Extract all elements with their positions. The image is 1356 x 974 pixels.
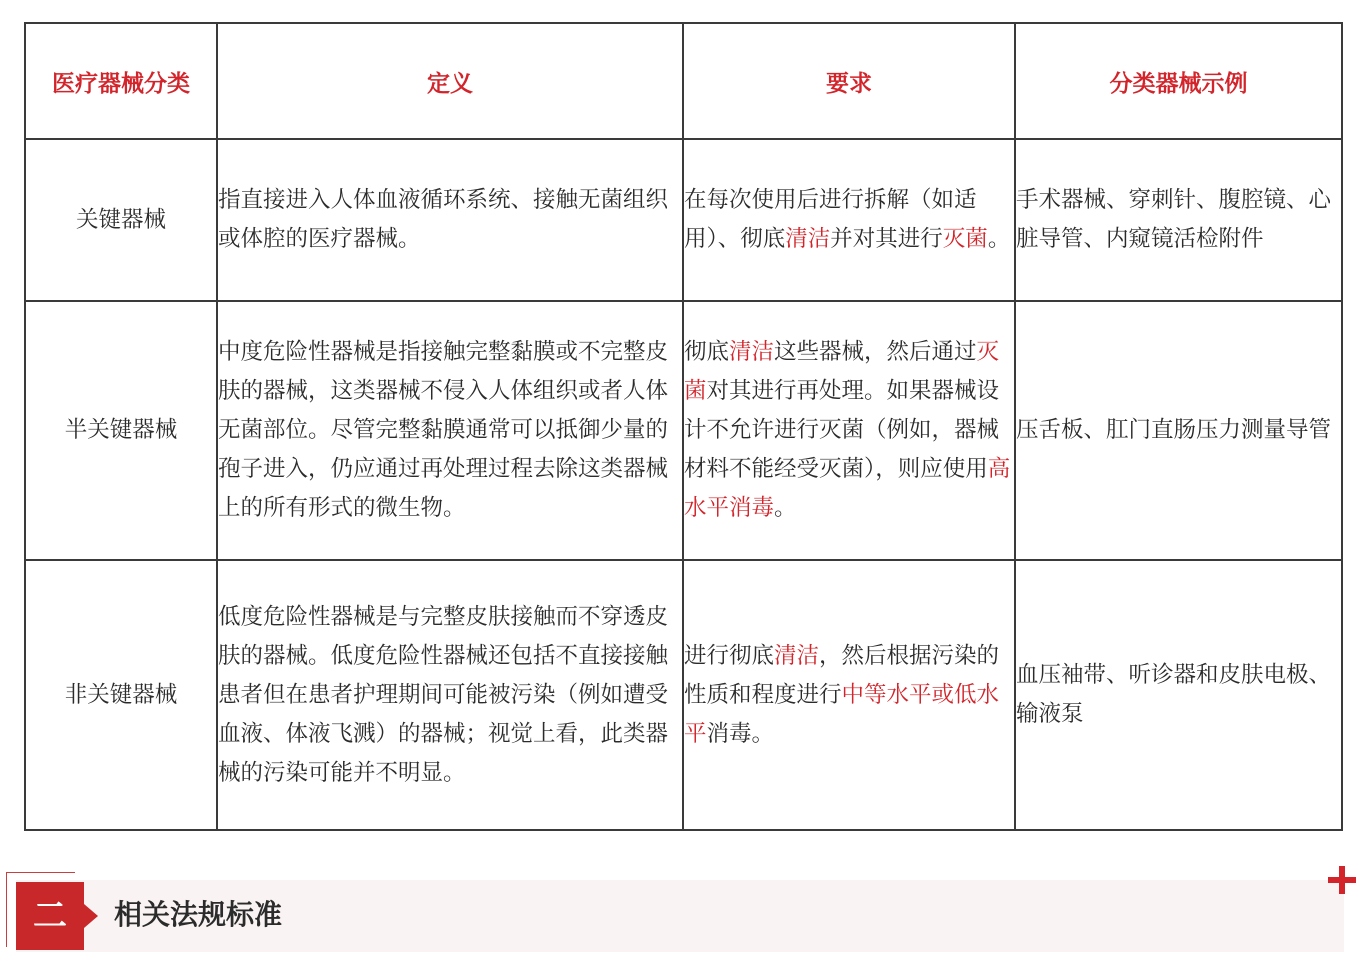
row-examples: 手术器械、穿刺针、腹腔镜、心脏导管、内窥镜活检附件 [1015,139,1342,301]
header-examples: 分类器械示例 [1015,23,1342,139]
table-row [25,560,1342,830]
highlighted-text: 灭菌 [684,339,1000,404]
highlighted-text: 清洁 [729,339,775,365]
requirement-text: 。 [987,226,1011,252]
requirement-text: 彻底 [684,339,730,365]
requirement-text: 并对其进行 [830,226,943,252]
requirement-text: 在每次使用后进行拆解（如适用）、彻底 [684,187,977,252]
table-header-row [25,23,1342,139]
row-category: 关键器械 [25,139,217,301]
row-definition: 中度危险性器械是指接触完整黏膜或不完整皮肤的器械，这类器械不侵入人体组织或者人体无菌部位。尽管完整黏膜通常可以抵御少量的孢子进入，仍应通过再处理过程去除这类器械上的所有形式的微生物。 [217,301,683,560]
highlighted-text: 中等水平或低水平 [684,681,1000,747]
row-definition: 低度危险性器械是与完整皮肤接触而不穿透皮肤的器械。低度危险性器械还包括不直接接触患者但在患者护理期间可能被污染（例如遭受血液、体液飞溅）的器械；视觉上看，此类器械的污染可能并不明显。 [217,560,683,830]
row-examples: 血压袖带、听诊器和皮肤电极、输液泵 [1015,560,1342,830]
row-requirement [683,139,1015,301]
header-requirement: 要求 [683,23,1015,139]
row-requirement [683,560,1015,830]
header-category: 医疗器械分类 [25,23,217,139]
section-title: 相关法规标准 [114,898,283,931]
highlighted-text: 清洁 [785,226,831,252]
section-arrow-icon [84,904,98,928]
device-classification-table [24,22,1343,831]
row-requirement [683,301,1015,560]
requirement-text: 。 [774,495,797,521]
table-row [25,301,1342,560]
header-definition: 定义 [217,23,683,139]
highlighted-text: 高水平消毒 [684,456,1011,521]
row-category: 非关键器械 [25,560,217,830]
highlighted-text: 清洁 [774,642,820,669]
requirement-text: 消毒。 [706,720,775,747]
row-category: 半关键器械 [25,301,217,560]
row-examples: 压舌板、肛门直肠压力测量导管 [1015,301,1342,560]
row-definition: 指直接进入人体血液循环系统、接触无菌组织或体腔的医疗器械。 [217,139,683,301]
requirement-text: 对其进行再处理。如果器械设计不允许进行灭菌（例如，器械材料不能经受灭菌），则应使用 [684,378,1000,482]
plus-icon [1328,866,1356,894]
requirement-text: 这些器械，然后通过 [774,339,977,365]
requirement-text: 进行彻底 [684,642,775,669]
requirement-text: ，然后根据污染的性质和程度进行 [684,642,1000,708]
highlighted-text: 灭菌 [942,226,988,252]
table-row [25,139,1342,301]
section-number-badge: 二 [16,882,84,950]
